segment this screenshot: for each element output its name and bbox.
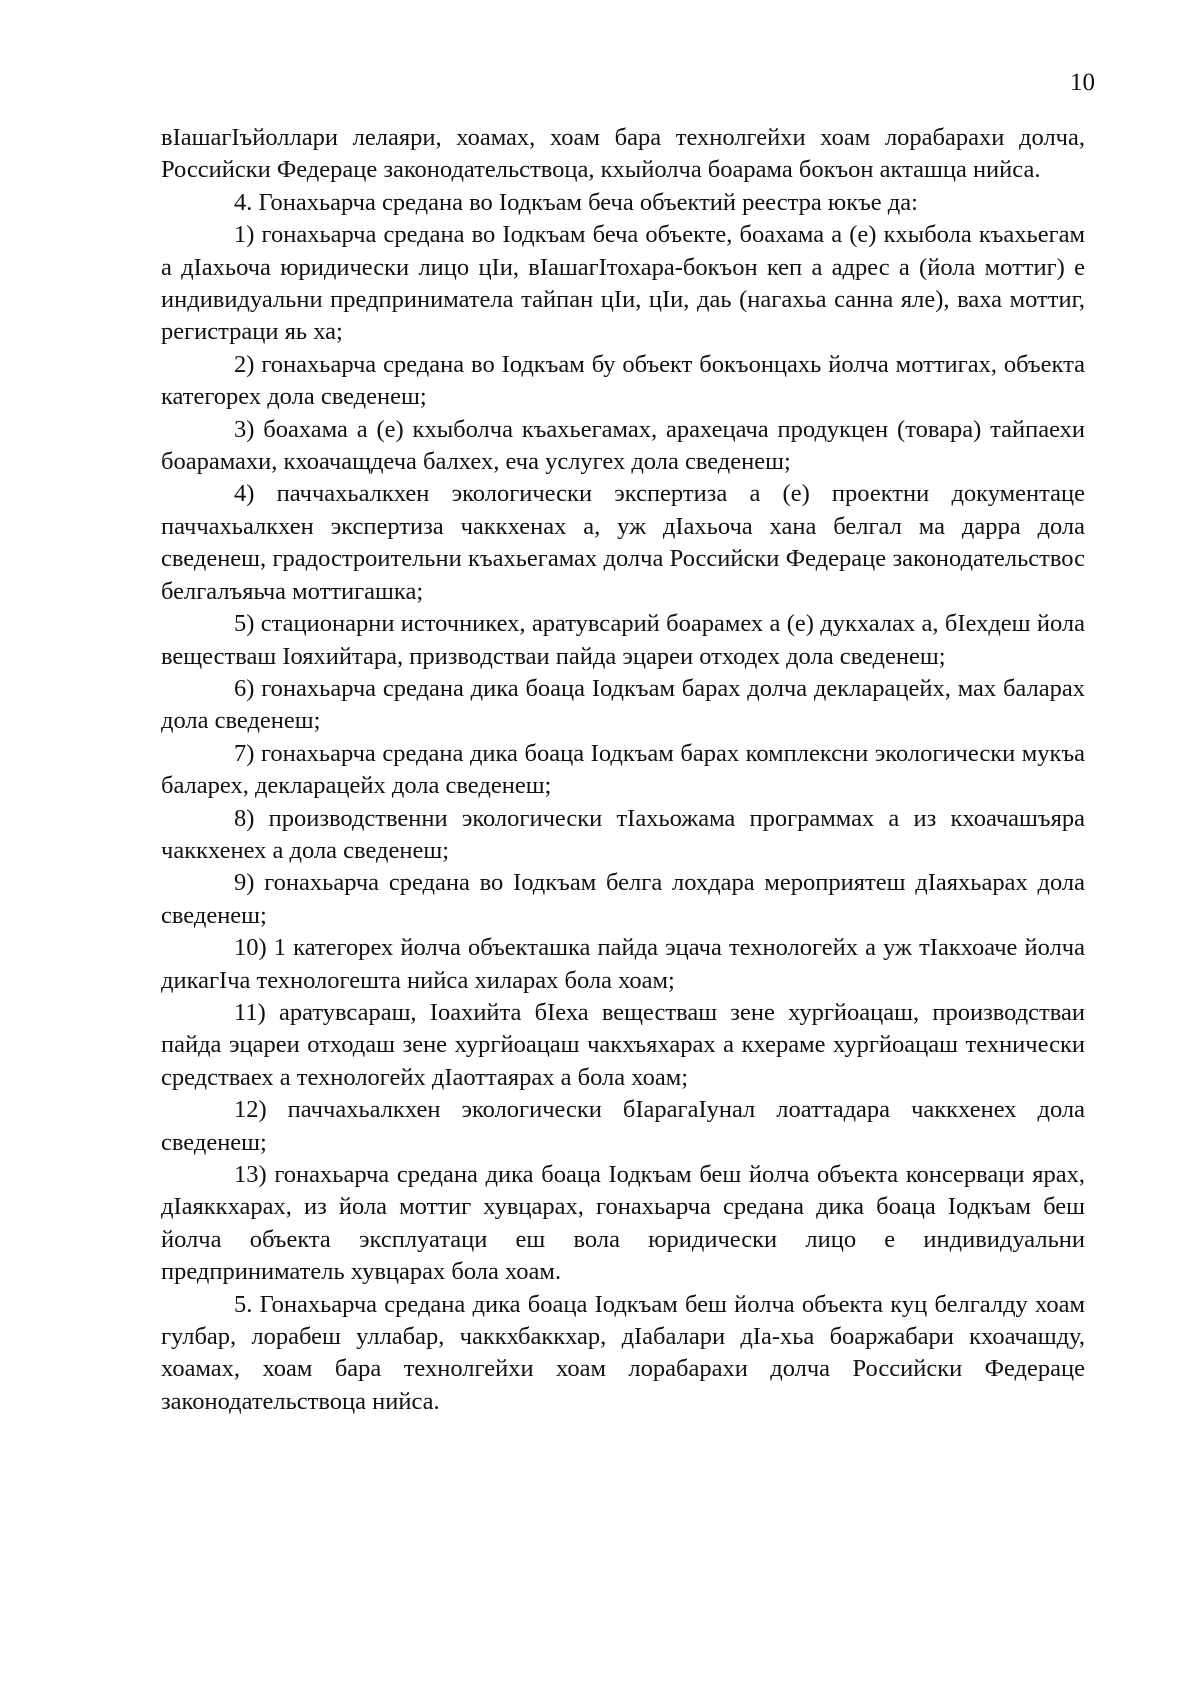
paragraph-continuation: вIашагIъйоллари лелаяри, хоамах, хоам бара технолгейхи хоам лорабарахи долча, Российски Федераце законодательствоца, кхыйолча боарама бокъон акташца нийса. [161,124,1085,184]
paragraph-subitem-1: 1) гонахьарча средана во Iодкъам беча объекте, боахама а (е) кхыбола къахьегам а дIахьоча юридически лицо цIи, вIашагIтохара-бокъон кеп а адрес а (йола моттиг) е индивидуальни предпринимателa тайпан цIи, цIи, даь (нагахьа санна яле), ваха моттиг, регистраци яь ха; [161,221,1085,346]
paragraph-subitem-6: 6) гонахьарча средана дика боаца Iодкъам барах долча декларацейх, мах баларах дола сведенеш; [161,674,1085,735]
paragraph-subitem-7: 7) гонахьарча средана дика боаца Iодкъам барах комплексни экологически мукъа баларех, декларацейх дола сведенеш; [161,739,1085,800]
paragraph-subitem-4: 4) паччахьалкхен экологически экспертиза а (е) проектни документаце паччахьалкхен экспертиза чаккхенах а, уж дIахьоча хана белгал ма дарра дола сведенеш, градостроительни къахьегамах долча Российски Федераце законодательствос белгалъяьча моттигашка; [161,480,1085,605]
paragraph-subitem-11: 11) аратувсараш, Iоахийта бIеха веществаш зене хургйоацаш, производстваи пайда эцареи отходаш зене хургйоацаш чакхъяхарах а кхераме хургйоацаш технически средстваех а технологейх дIаоттаярах а бола хоам; [161,998,1085,1091]
paragraph-item-4: 4. Гонахьарча средана во Iодкъам беча объектий реестра юкъе да: [234,188,918,216]
paragraph-subitem-10: 10) 1 категорех йолча объекташка пайда эцача технологейх а уж тIакхоаче йолча дикагIча технологешта нийса хиларах бола хоам; [161,934,1085,994]
paragraph-subitem-3: 3) боахама а (е) кхыболча къахьегамах, арахецача продукцен (товара) тайпаехи боарамахи, кхоачащдеча балхех, еча услугех дола сведенеш; [161,415,1085,476]
paragraph-subitem-2: 2) гонахьарча средана во Iодкъам бу объект бокъонцахь йолча моттигах, объекта категорех дола сведенеш; [161,350,1085,411]
document-body [161,122,1085,1418]
page-number: 10 [1070,69,1095,96]
paragraph-subitem-12: 12) паччахьалкхен экологически бIарагаIунал лоаттадара чаккхенех дола сведенеш; [161,1096,1085,1156]
paragraph-subitem-9: 9) гонахьарча средана во Iодкъам белга лохдара мероприятеш дIаяхьарах дола сведенеш; [161,869,1085,929]
paragraph-subitem-5: 5) стационарни источникех, аратувсарий боарамех а (е) дукхалах а, бIехдеш йола веществаш Iояхийтара, призводстваи пайда эцареи отходех дола сведенеш; [161,610,1085,670]
paragraph-subitem-13: 13) гонахьарча средана дика боаца Iодкъам беш йолча объекта консерваци ярах, дIаяккхарах, из йола моттиг хувцарах, гонахьарча средана дика боаца Iодкъам беш йолча объекта эксплуатаци еш вола юридически лицо е индивидуальни предприниматель хувцарах бола хоам. [161,1161,1085,1286]
paragraph-item-5: 5. Гонахьарча средана дика боаца Iодкъам беш йолча объекта куц белгалду хоам гулбар, лорабеш уллабар, чаккхбаккхар, дIабалари дIа-хьа боаржабари кхоачашду, хоамах, хоам бара технолгейхи хоам лорабарахи долча Российски Федераце законодательствоца нийса. [161,1290,1085,1415]
paragraph-subitem-8: 8) производственни экологически тIахьожама программах а из кхоачашъяра чаккхенех а дола сведенеш; [161,804,1085,864]
